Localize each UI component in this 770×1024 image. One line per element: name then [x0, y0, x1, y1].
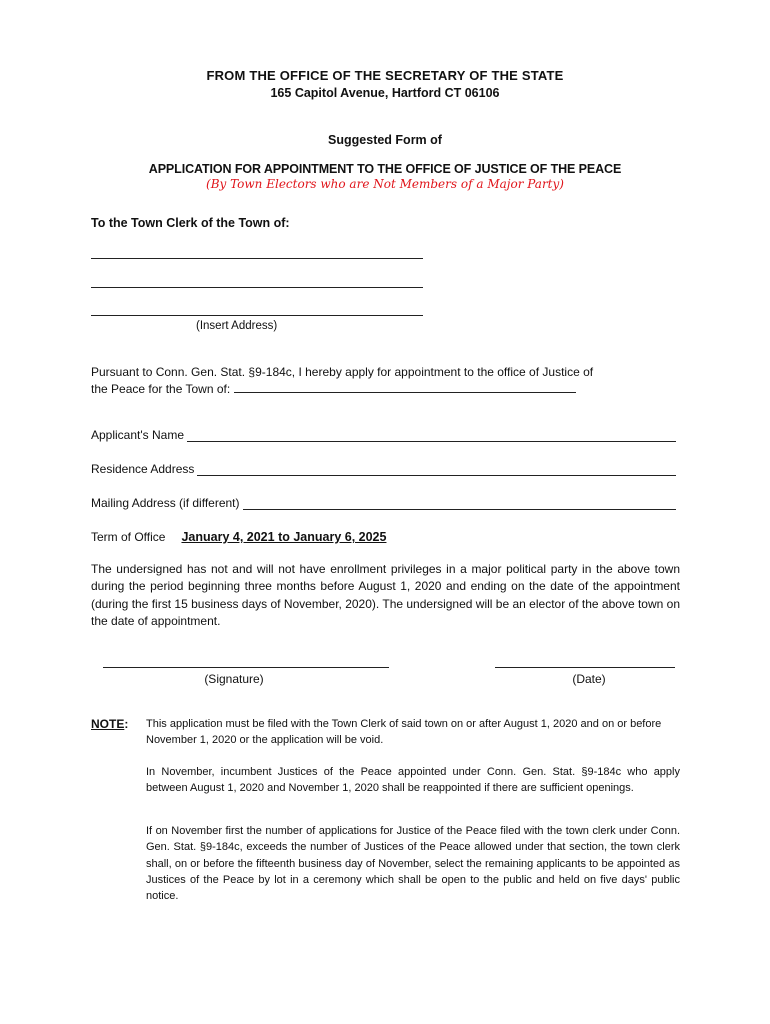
suggested-form-label: Suggested Form of: [328, 133, 442, 147]
pursuant-line-2: [91, 381, 683, 398]
pursuant-statement: [91, 364, 683, 398]
signature-field[interactable]: [103, 667, 389, 668]
pursuant-line-1: Pursuant to Conn. Gen. Stat. §9-184c, I hereby apply for appointment to the office of Justice of: [91, 365, 594, 379]
residence-address-row: [91, 462, 676, 476]
mailing-address-field[interactable]: [243, 498, 676, 510]
residence-address-label: Residence Address: [91, 462, 195, 476]
mailing-address-row: [91, 496, 676, 510]
note-paragraph-1: This application must be filed with the Town Clerk of said town on or after August 1, 2020 and on or before November 1, 2020 or the application will be void.: [146, 718, 662, 747]
signature-label: (Signature): [204, 672, 264, 686]
town-name-field[interactable]: [234, 381, 576, 393]
date-field[interactable]: [495, 667, 675, 668]
term-of-office-row: [91, 530, 386, 544]
town-of-label: the Peace for the Town of:: [91, 382, 231, 396]
applicant-name-label: Applicant's Name: [91, 428, 184, 442]
to-town-clerk-label: To the Town Clerk of the Town of:: [91, 216, 290, 230]
date-label: (Date): [572, 672, 606, 686]
residence-address-field[interactable]: [197, 464, 676, 476]
declaration-paragraph: The undersigned has not and will not have enrollment privileges in a major political party in the above town during the period beginning three months before August 1, 2020 and ending on the date of the appointment (during the first 15 business days of November, 2020). The undersigned will be an elector of the above town on the date of appointment.: [91, 562, 680, 628]
term-of-office-label: Term of Office: [91, 530, 166, 544]
address-line-3[interactable]: [91, 315, 423, 316]
office-address: 165 Capitol Avenue, Hartford CT 06106: [270, 86, 500, 100]
note-label-colon: :: [124, 717, 129, 731]
note-paragraph-3: If on November first the number of applications for Justice of the Peace filed with the town clerk under Conn. Gen. Stat. §9-184c, exceeds the number of Justices of the Peace allowed under that section, the town clerk shall, on or before the fifteenth business day of November, select the remaining applicants to be appointed as Justices of the Peace by lot in a ceremony which shall be open to the public and held on five days' public notice.: [146, 825, 680, 903]
note-paragraph-2: In November, incumbent Justices of the Peace appointed under Conn. Gen. Stat. §9-184c who apply between August 1, 2020 and November 1, 2020 shall be reappointed if there are sufficient openings.: [146, 766, 680, 795]
application-subtitle: (By Town Electors who are Not Members of a Major Party): [206, 177, 564, 191]
office-heading: FROM THE OFFICE OF THE SECRETARY OF THE STATE: [206, 68, 564, 83]
mailing-address-label: Mailing Address (if different): [91, 496, 240, 510]
application-title: APPLICATION FOR APPOINTMENT TO THE OFFICE OF JUSTICE OF THE PEACE: [148, 162, 622, 176]
note-label: [91, 715, 128, 733]
applicant-name-row: [91, 428, 676, 442]
term-of-office-value: January 4, 2021 to January 6, 2025: [181, 530, 387, 544]
address-line-2[interactable]: [91, 287, 423, 288]
applicant-name-field[interactable]: [187, 430, 676, 442]
insert-address-label: (Insert Address): [196, 320, 278, 332]
note-label-text: NOTE: [91, 717, 125, 731]
address-line-1[interactable]: [91, 258, 423, 259]
